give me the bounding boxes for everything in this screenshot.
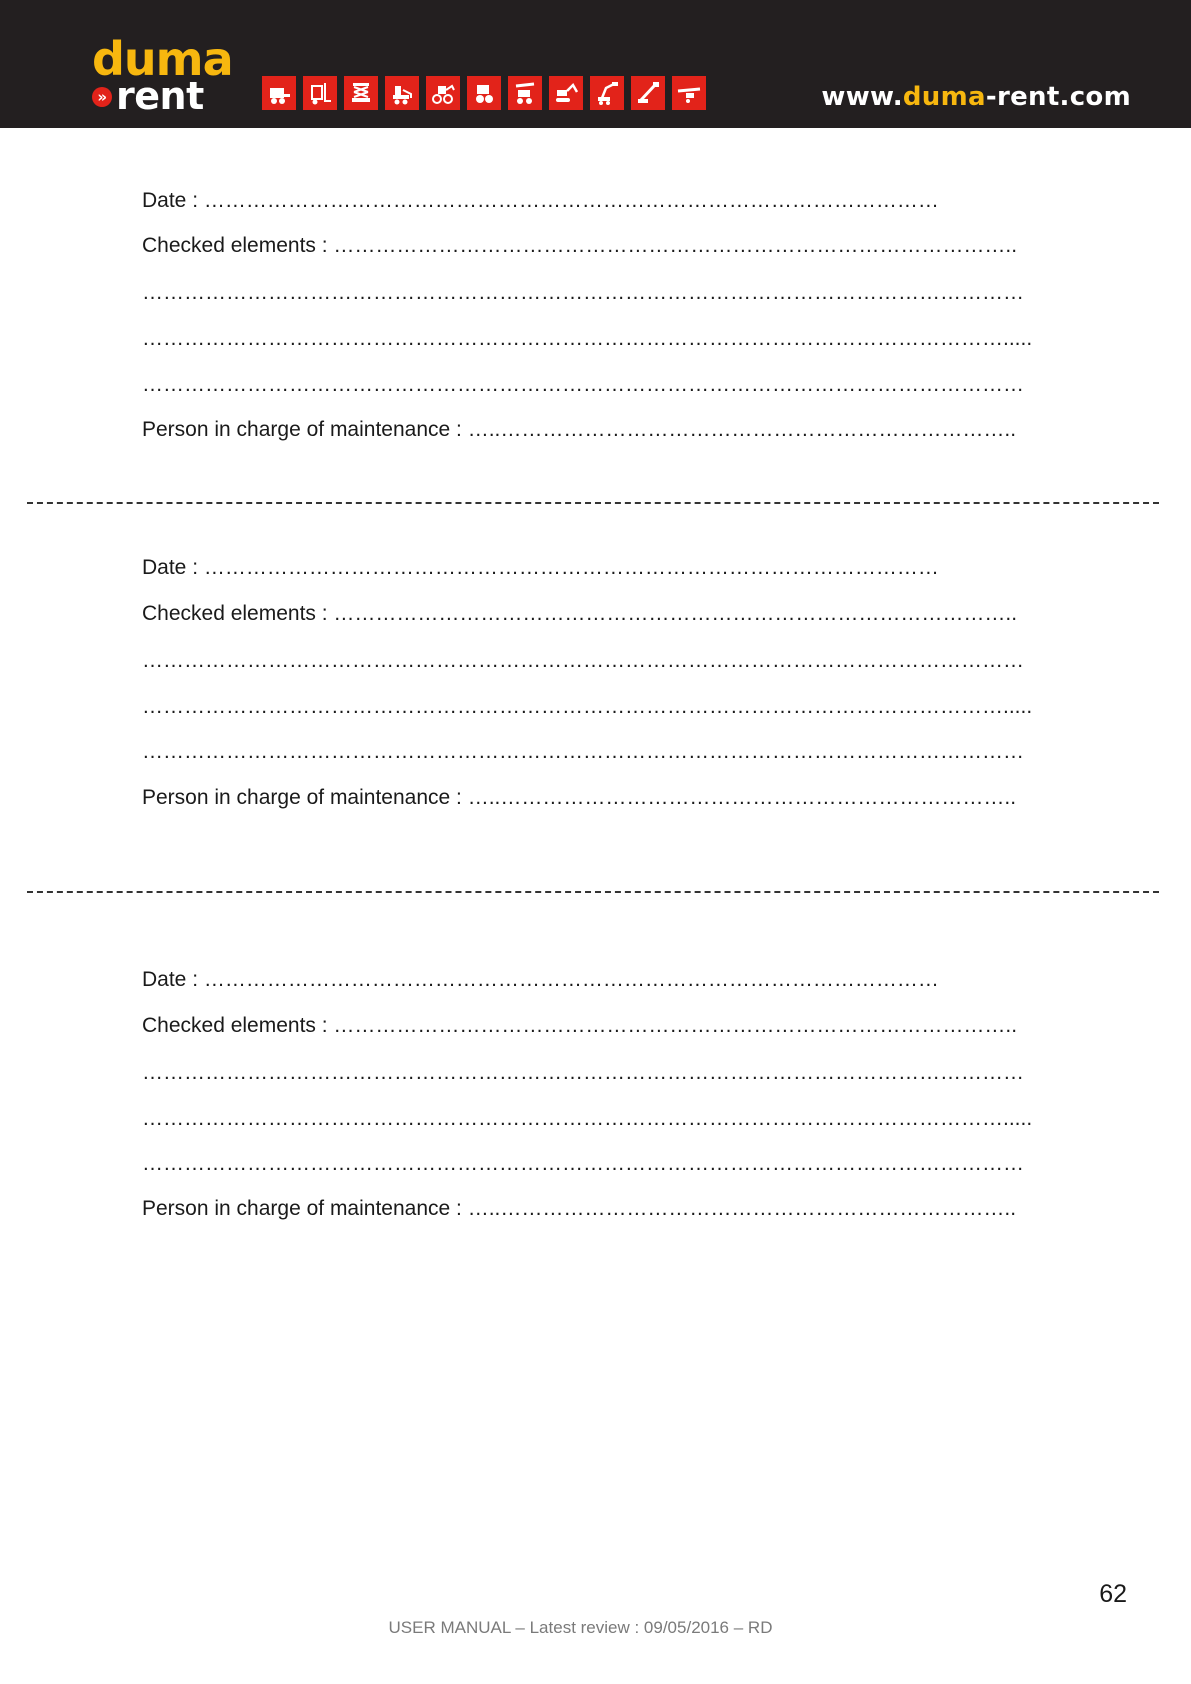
aerial-platform-icon bbox=[672, 76, 706, 110]
url-accent: duma bbox=[902, 82, 986, 112]
telehandler-icon bbox=[508, 76, 542, 110]
date-line: Date : …………………………………………………………………………………………… bbox=[142, 189, 939, 212]
blank-line: ……………………………………………………………………………………………………………… bbox=[142, 649, 1024, 672]
excavator-icon bbox=[549, 76, 583, 110]
compactor-icon bbox=[467, 76, 501, 110]
logo-word-rent: rent bbox=[116, 74, 204, 118]
dashed-separator bbox=[27, 891, 1159, 893]
mini-loader-icon bbox=[385, 76, 419, 110]
blank-line: ……………………………………………………………………………………………………………… bbox=[142, 740, 1024, 763]
checked-elements-line: Checked elements : …………………………………………………………………………………….. bbox=[142, 234, 1018, 257]
checked-elements-line: Checked elements : …………………………………………………………………………………….. bbox=[142, 602, 1018, 625]
url-prefix: www. bbox=[821, 82, 903, 112]
footer-review-info: USER MANUAL – Latest review : 09/05/2016 – RD bbox=[388, 1618, 773, 1637]
footer-text bbox=[0, 1618, 1191, 1638]
header-bar bbox=[0, 0, 1191, 128]
blank-line: ……………………………………………………………………………………………………………… bbox=[142, 1061, 1024, 1084]
wheel-loader-icon bbox=[426, 76, 460, 110]
page-number: 62 bbox=[1099, 1580, 1127, 1608]
person-in-charge-line: Person in charge of maintenance : …..……………………………………………………………….. bbox=[142, 418, 1017, 441]
checked-elements-line: Checked elements : …………………………………………………………………………………….. bbox=[142, 1014, 1018, 1037]
duma-rent-logo bbox=[92, 32, 242, 118]
logo-arrow-icon: » bbox=[92, 87, 112, 107]
skid-steer-icon bbox=[262, 76, 296, 110]
person-in-charge-line: Person in charge of maintenance : …..……………………………………………………………….. bbox=[142, 786, 1017, 809]
date-line: Date : …………………………………………………………………………………………… bbox=[142, 556, 939, 579]
boom-lift-icon bbox=[631, 76, 665, 110]
date-line: Date : …………………………………………………………………………………………… bbox=[142, 968, 939, 991]
dashed-separator bbox=[27, 502, 1159, 504]
forklift-icon bbox=[303, 76, 337, 110]
blank-line: ……………………………………………………………………………………………………………… bbox=[142, 1152, 1024, 1175]
equipment-icon-strip bbox=[262, 76, 706, 110]
blank-line: ……………………………………………………………………………………………………………… bbox=[142, 373, 1024, 396]
website-url[interactable] bbox=[821, 82, 1131, 112]
blank-line: ……………………………………………………………………………………………………………… bbox=[142, 281, 1024, 304]
person-in-charge-line: Person in charge of maintenance : …..……………………………………………………………….. bbox=[142, 1197, 1017, 1220]
scissor-lift-icon bbox=[344, 76, 378, 110]
articulated-boom-icon bbox=[590, 76, 624, 110]
url-suffix: -rent.com bbox=[985, 82, 1131, 112]
logo-word-duma: duma bbox=[92, 32, 233, 86]
blank-line: ……………………………………………………………………………………………………………..... bbox=[142, 695, 1033, 718]
blank-line: ……………………………………………………………………………………………………………..... bbox=[142, 327, 1033, 350]
blank-line: ……………………………………………………………………………………………………………..... bbox=[142, 1107, 1033, 1130]
